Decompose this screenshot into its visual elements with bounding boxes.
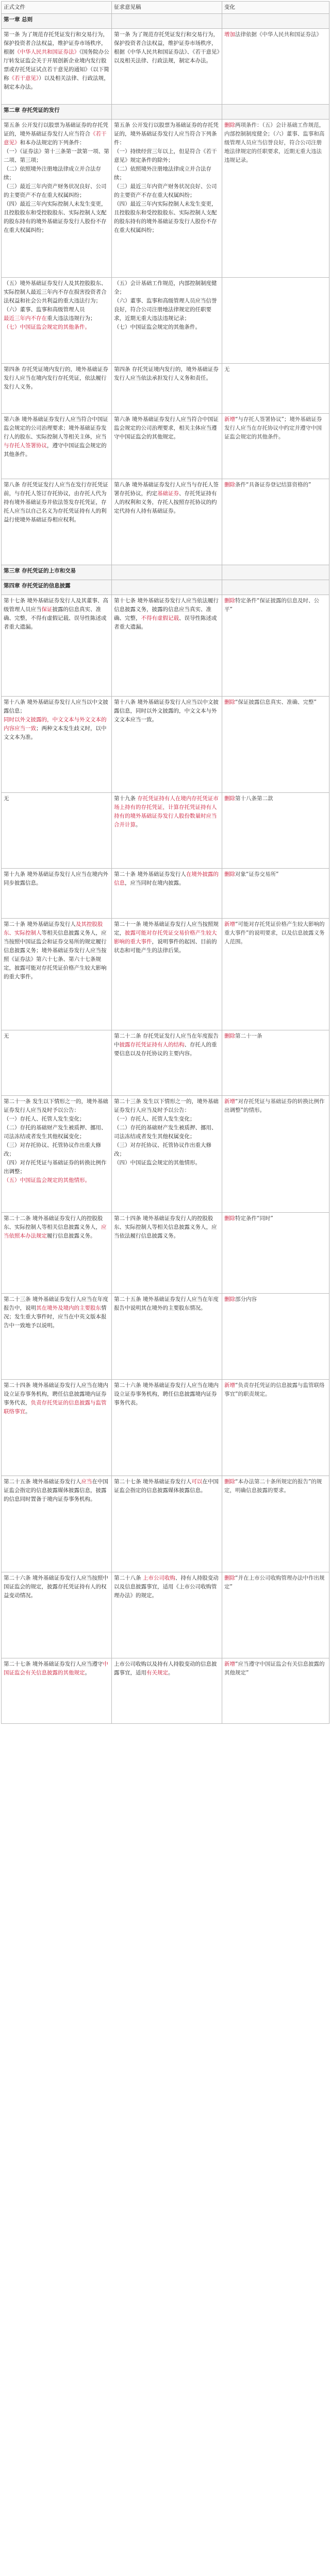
draft-text-cell: [112, 697, 222, 793]
cell-text: （四）对存托凭证与基础证券的转换比例作出调整；: [4, 1160, 107, 1175]
table-row: [2, 869, 329, 919]
cell-text: 第四条 存托凭证境内发行的，境外基础证券发行人应当依法承担发行人义务和责任。: [114, 366, 219, 381]
draft-text-cell: [112, 414, 222, 479]
highlighted-text: 删除: [224, 1033, 235, 1039]
cell-text: ，应当同时在境内披露。: [125, 880, 185, 886]
cell-text: 第二十一条: [235, 1033, 262, 1039]
cell-text: （二）依照境外注册地法律成立并合法存续；: [4, 166, 101, 181]
cell-text: 、持有人持股变动以及信息披露事宜，适用《上市公司收购管理办法》的规定。: [114, 1575, 219, 1599]
table-row: [2, 595, 329, 697]
change-note-cell: [222, 1213, 329, 1294]
draft-text-cell: [112, 869, 222, 919]
change-note-cell: [222, 1030, 329, 1096]
change-note-cell: [222, 1572, 329, 1658]
cell-text: 第一条 为了规范存托凭证发行和交易行为，保护投资者合法权益，维护证券市场秩序，根据: [4, 31, 108, 55]
cell-text: 第二十一条 发生以下情形之一的，境外基础证券发行人应当及时予以公告：: [4, 1098, 108, 1113]
draft-text-cell: [112, 105, 222, 120]
cell-text: （一）《证券法》第十三条第一款第一项、第二项、第三项；: [4, 148, 109, 163]
cell-text: 情况；发生重大事件时，应当在中英文版本报告中一致地予以说明。: [4, 1305, 107, 1329]
highlighted-text: 新增: [224, 1098, 235, 1105]
highlighted-text: 应当依照本办法规定: [4, 1224, 107, 1239]
highlighted-text: 上市公司收购: [142, 1575, 175, 1581]
highlighted-text: 新增: [224, 416, 235, 422]
official-text-cell: [2, 479, 112, 565]
highlighted-text: 其在境外及境内的主要股东: [36, 1305, 101, 1311]
cell-text: 第五条 公开发行以股票为基础证券的存托凭证的，境外基础证券发行人应当符合下列条件：: [114, 122, 219, 146]
highlighted-text: 删除: [224, 1296, 235, 1302]
highlighted-text: 《中华人民共和国证券法》: [14, 49, 79, 55]
cell-text: （二）存托的基础财产发生被质押、挪用、司法冻结或者发生其他权属变化；: [114, 1125, 217, 1140]
cell-text: “本办法第二十条所规定的报告”的规定，明确信息披露的要求。: [224, 1479, 322, 1494]
highlighted-text: 可以: [191, 1479, 203, 1485]
table-row: [2, 697, 329, 793]
official-text-cell: [2, 278, 112, 364]
cell-text: 第一条 为了规范存托凭证发行和交易行为，保护投资者合法权益，维护证券市场秩序，根据《中华人民共和国证券法》、《若干意见》以及相关法律、行政法规，制定本办法。: [114, 31, 220, 64]
draft-text-cell: [112, 1030, 222, 1096]
highlighted-text: （七）中国证监会规定的其他条件。: [4, 324, 90, 330]
cell-text: 第十九条 境外基础证券发行人应当在境内外同步披露信息。: [4, 871, 108, 886]
highlighted-text: 负责存托凭证的信息披露与监管联络事宜: [4, 1400, 107, 1415]
cell-text: （六）董事、监事和高级管理人员应当信誉良好，符合公司注册地法律规定的任职要求，近期无重大违法违规记录；: [114, 298, 217, 321]
highlighted-text: 与存托人签署协议: [4, 443, 47, 449]
cell-text: 重大违法违规行为；: [47, 315, 96, 321]
cell-text: “并在上市公司收购管理办法中作出规定”: [224, 1575, 325, 1590]
header-change: 变化: [222, 2, 329, 14]
official-text-cell: [2, 793, 112, 869]
cell-text: 第二十条 境外基础证券发行人: [114, 871, 186, 877]
draft-text-cell: [112, 1096, 222, 1213]
cell-text: 等相关信息披露义务人，应当按照中国证监会和证券交易所的规定履行信息披露义务；境外基础证券发行人应当按照《证券法》第六十七条、第六十七条规定，披露可能对存托凭证价格产生较大影响的重大事件。: [4, 930, 107, 980]
cell-text: 。: [136, 822, 141, 828]
highlighted-text: 披露可能对存托凭证交易价格产生较大影响的重大事件: [114, 930, 217, 945]
draft-text-cell: [112, 580, 222, 595]
table-row: [2, 1096, 329, 1213]
cell-text: （二）依照境外注册地法律成立并合法存续；: [114, 166, 211, 181]
cell-text: （四）最近三年内实际控制人未发生变更，且控股股东和受控股股东、实际控制人支配的股东持有的境外基础证券发行人股份不存在重大权属纠纷；: [114, 201, 217, 233]
cell-text: 法律依据《中华人民共和国证券法》: [235, 31, 322, 38]
cell-text: （一）存托人、托管人发生变化；: [114, 1116, 195, 1122]
cell-text: 第十七条 境外基础证券发行人及其董事、高级管理人员应当: [4, 598, 108, 613]
table-row: [2, 1030, 329, 1096]
cell-text: 特定条件“同时”: [235, 1215, 273, 1222]
draft-text-cell: [112, 29, 222, 105]
cell-text: （三）对存托协议、托管协议作出重大修改；: [114, 1142, 211, 1157]
official-text-cell: [2, 919, 112, 1030]
highlighted-text: 《若干意见》: [4, 131, 107, 146]
change-note-cell: [222, 1658, 329, 1724]
cell-text: 。: [25, 1409, 31, 1415]
cell-text: 、误导性陈述或者重大遗漏。: [114, 615, 217, 630]
official-text-cell: [2, 869, 112, 919]
header-official: 正式文件: [2, 2, 112, 14]
change-note-cell: [222, 1096, 329, 1213]
official-text-cell: [2, 565, 112, 580]
cell-text: （三）最近三年内资产财务状况良好、公司的主要资产不存在重大权属纠纷；: [114, 183, 217, 198]
change-note-cell: [222, 29, 329, 105]
cell-text: ，遵守中国证监会规定的其他条件。: [4, 443, 107, 457]
change-note-cell: [222, 1476, 329, 1572]
change-note-cell: [222, 697, 329, 793]
cell-text: 第四条 存托凭证境内发行的，境外基础证券发行人应当在境内发行存托凭证，依法履行发行人义务。: [4, 366, 108, 390]
cell-text: 第二十二条 存托凭证发行人应当在年度报告中: [114, 1033, 219, 1048]
table-row: [2, 479, 329, 565]
change-note-cell: [222, 595, 329, 697]
change-note-cell: [222, 1294, 329, 1380]
cell-text: （七）中国证监会规定的其他条件。: [114, 324, 201, 330]
cell-text: 第三章 存托凭证的上市和交易: [4, 568, 76, 574]
cell-text: （六）董事、监事和高级管理人员: [4, 307, 85, 313]
table-row: [2, 364, 329, 414]
cell-text: 在中国证监会指定的信息披露媒体披露信息。: [114, 1479, 219, 1494]
table-row: [2, 1294, 329, 1380]
cell-text: 第十八条 境外基础证券发行人应当以中文披露信息，同时以外文披露的，中文文本与外文文本应当一致。: [114, 699, 219, 723]
highlighted-text: 删除: [224, 482, 235, 488]
cell-text: 第十八条第二款: [235, 795, 273, 802]
cell-text: （一）持续经营三年以上，但是符合《若干意见》规定条件的除外；: [114, 148, 217, 163]
cell-text: （五）会计基础工作规范，内部控制制度健全；: [114, 280, 217, 295]
highlighted-text: 新增: [224, 1382, 235, 1388]
draft-text-cell: [112, 120, 222, 278]
official-text-cell: [2, 697, 112, 793]
highlighted-text: 保证: [41, 606, 53, 613]
change-note-cell: [222, 479, 329, 565]
highlighted-text: 删除: [224, 122, 235, 128]
comparison-table: [1, 1, 329, 1724]
cell-text: 第二十八条: [114, 1575, 143, 1581]
cell-text: 第二十二条 境外基础证券发行人的控股股东、实际控制人等相关信息披露义务人，: [4, 1215, 103, 1230]
cell-text: 第六条 境外基础证券发行人应当符合中国证监会规定的公司治理要求，相关主体应当遵守中国证监会的其他规定。: [114, 416, 219, 440]
cell-text: 在中国证监会指定的信息披露媒体披露信息，披露的信息同时置备于境内证券事务机构。: [4, 1479, 108, 1502]
highlighted-text: 新增: [224, 921, 235, 927]
highlighted-text: 删除: [224, 1479, 235, 1485]
cell-text: （二）存托的基础财产发生被质押、挪用、司法冻结或者发生其他权属变化；: [4, 1125, 107, 1140]
cell-text: 第六条 境外基础证券发行人应当符合中国证监会规定的公司治理要求；境外基础证券发行人的股东、实际控制人等相关主体，应当: [4, 416, 108, 440]
cell-text: （三）对存托协议、托管协议作出重大修改；: [4, 1142, 101, 1157]
cell-text: 履行信息披露义务。: [47, 1233, 96, 1239]
highlighted-text: 删除: [224, 1575, 235, 1581]
cell-text: “与存托人签署协议”；境外基础证券发行人应当在存托协议中约定并遵守中国证监会规定的其他条件。: [224, 416, 322, 440]
highlighted-text: 及其控股股东、实际控制人: [4, 921, 103, 936]
section-row: [2, 580, 329, 595]
draft-text-cell: [112, 479, 222, 565]
draft-text-cell: [112, 1213, 222, 1294]
highlighted-text: （五）中国证监会规定的其他情形。: [4, 1177, 90, 1183]
official-text-cell: [2, 120, 112, 278]
cell-text: 特定条件“保证披露的信息及时、公平”: [224, 598, 319, 613]
draft-text-cell: [112, 595, 222, 697]
official-text-cell: [2, 105, 112, 120]
cell-text: 第二十七条 境外基础证券发行人应当遵守: [4, 1661, 103, 1667]
cell-text: ，说明事件的起因、目前的状态和可能产生的法律后果。: [114, 939, 217, 954]
cell-text: 第八条 境外基础证券发行人应当与存托人签署存托协议，约定: [114, 482, 219, 497]
highlighted-text: 删除: [224, 1215, 235, 1222]
change-note-cell: [222, 105, 329, 120]
official-text-cell: [2, 1572, 112, 1658]
change-note-cell: [222, 414, 329, 479]
cell-text: 无: [4, 795, 9, 802]
cell-text: 第二十四条 境外基础证券发行人的控股股东、实际控制人等相关信息披露义务人，应当依法履行信息披露义务。: [114, 1215, 217, 1239]
official-text-cell: [2, 29, 112, 105]
table-row: [2, 278, 329, 364]
cell-text: 上市公司收购以及持有人持股变动的信息披露事宜，适用: [114, 1661, 217, 1676]
highlighted-text: 披露存托凭证持有人的结构: [119, 1042, 185, 1048]
cell-text: （五）境外基础证券发行人及其控股股东、实际控制人最近三年内不存在损害投资者合法权益和社会公共利益的重大违法行为；: [4, 280, 107, 304]
highlighted-text: 删除: [224, 871, 235, 877]
cell-text: “可能对存托凭证价格产生较大影响的重大事件”的说明要求，以及信息披露义务人范围。: [224, 921, 325, 945]
highlighted-text: 删除: [224, 598, 235, 604]
draft-text-cell: [112, 1380, 222, 1476]
highlighted-text: 增加: [224, 31, 235, 38]
cell-text: 第二章 存托凭证的发行: [4, 107, 60, 113]
cell-text: （一）存托人、托管人发生变化；: [4, 1116, 85, 1122]
change-note-cell: [222, 1380, 329, 1476]
cell-text: 第二十六条 境外基础证券发行人应当按照中国证监会的规定，披露存托凭证持有人的权益变动情况。: [4, 1575, 108, 1599]
highlighted-text: 不得有虚假记载: [141, 615, 179, 621]
official-text-cell: [2, 1294, 112, 1380]
table-row: [2, 1572, 329, 1658]
table-row: [2, 1476, 329, 1572]
table-header: [2, 2, 329, 14]
comparison-page: [1, 1, 329, 1724]
table-row: [2, 919, 329, 1030]
table-row: [2, 414, 329, 479]
cell-text: （四）最近三年内实际控制人未发生变更，且控股股东和受控股股东、实际控制人支配的股东持有的境外基础证券发行人股份不存在重大权属纠纷；: [4, 201, 107, 233]
change-note-cell: [222, 869, 329, 919]
highlighted-text: 在境外披露的信息: [114, 871, 219, 886]
cell-text: “负责存托凭证的信息披露与监管联络事宜”的职责规定。: [224, 1382, 325, 1397]
cell-text: （三）最近三年内资产财务状况良好、公司的主要资产不存在重大权属纠纷；: [4, 183, 107, 198]
cell-text: “应当遵守中国证监会有关信息披露的其他规定”: [224, 1661, 325, 1676]
cell-text: 无: [4, 1033, 9, 1039]
highlighted-text: 最近三年内不存在: [4, 315, 47, 321]
change-note-cell: [222, 793, 329, 869]
highlighted-text: 《若干意见》: [9, 75, 39, 81]
highlighted-text: 应当: [81, 1479, 92, 1485]
change-note-cell: [222, 120, 329, 278]
cell-text: 部分内容: [235, 1296, 257, 1302]
draft-text-cell: [112, 1658, 222, 1724]
official-text-cell: [2, 1030, 112, 1096]
table-row: [2, 1658, 329, 1724]
cell-text: ）以及相关法律、行政法规，制定本办法。: [4, 75, 109, 90]
cell-text: 第二十五条 境外基础证券发行人应当在年度报告中说明其在境外的主要股东情况。: [114, 1296, 219, 1311]
table-row: [2, 1213, 329, 1294]
table-row: [2, 120, 329, 278]
draft-text-cell: [112, 364, 222, 414]
change-note-cell: [222, 565, 329, 580]
cell-text: 第二十一条 境外基础证券发行人应当按照规定，: [114, 921, 219, 936]
cell-text: 第一章 总则: [4, 16, 33, 23]
highlighted-text: 删除: [224, 699, 235, 705]
official-text-cell: [2, 364, 112, 414]
official-text-cell: [2, 1476, 112, 1572]
cell-text: 第十八条 境外基础证券发行人应当以中文披露信息；: [4, 699, 108, 714]
cell-text: 第二十四条 境外基础证券发行人应当在境内设立证券事务机构，聘任信息披露境内证券事务代表，: [4, 1382, 108, 1406]
official-text-cell: [2, 414, 112, 479]
section-row: [2, 565, 329, 580]
cell-text: 。: [85, 1670, 90, 1676]
change-note-cell: [222, 919, 329, 1030]
cell-text: 第八条 存托凭证发行人应当在发行存托凭证前，与存托人签订存托协议，由存托人代为持有境外基础证券并依法签发存托凭证，存托人应当以自己名义为存托凭证持有人的利益行使境外基础证券相应权利。: [4, 482, 108, 523]
cell-text: “对存托凭证与基础证券的转换比例作出调整”的情形。: [224, 1098, 325, 1113]
cell-text: 披露的信息真实、准确、完整，不得有虚假记载、误导性陈述或者重大遗漏。: [4, 606, 107, 630]
table-row: [2, 1380, 329, 1476]
highlighted-text: 存托凭证持有人在境内存托凭证市场上持有的存托凭证，计算存托凭证持有人持有的境外基础证券发行人股份数量时应当合并计算: [114, 795, 219, 828]
draft-text-cell: [112, 1572, 222, 1658]
highlighted-text: 中国证监会有关信息披露的其他规定: [4, 1661, 108, 1676]
change-note-cell: [222, 364, 329, 414]
official-text-cell: [2, 1096, 112, 1213]
cell-text: 《国务院办公厅转发证监会关于开展创新企业境内发行股票或存托凭证试点若干意见的通知》（以下简称: [4, 49, 109, 81]
change-note-cell: [222, 14, 329, 29]
official-text-cell: [2, 1658, 112, 1724]
official-text-cell: [2, 14, 112, 29]
section-row: [2, 105, 329, 120]
cell-text: 两项条件：（五）会计基础工作规范，内部控制制度健全；（六）董事、监事和高级管理人员应当信誉良好，符合公司注册地法律规定的任职要求，近期无重大违法违规记录。: [224, 122, 325, 163]
draft-text-cell: [112, 793, 222, 869]
cell-text: 和本办法规定的下列条件：: [20, 140, 85, 146]
cell-text: 第二十七条 境外基础证券发行人: [114, 1479, 192, 1485]
cell-text: 对象“证券交易所”: [235, 871, 279, 877]
draft-text-cell: [112, 1476, 222, 1572]
cell-text: 第十九条: [114, 795, 138, 802]
cell-text: 第二十五条 境外基础证券发行人: [4, 1479, 81, 1485]
official-text-cell: [2, 1380, 112, 1476]
header-row: [2, 2, 329, 14]
cell-text: 第四章 存托凭证的信息披露: [4, 583, 71, 589]
table-row: [2, 793, 329, 869]
official-text-cell: [2, 595, 112, 697]
cell-text: 、存托人的重要信息以及存托协议的主要内容。: [114, 1042, 217, 1057]
cell-text: 第五条 公开发行以股票为基础证券的存托凭证的，境外基础证券发行人应当符合: [4, 122, 108, 137]
cell-text: 无: [224, 366, 230, 372]
draft-text-cell: [112, 919, 222, 1030]
highlighted-text: 同时以外文披露的，中文文本与外文文本的内容应当一致: [4, 717, 107, 732]
draft-text-cell: [112, 1294, 222, 1380]
cell-text: “保证披露信息真实、准确、完整”: [235, 699, 317, 705]
draft-text-cell: [112, 278, 222, 364]
cell-text: 第二十三条 境外基础证券发行人应当在年度报告中，说明: [4, 1296, 108, 1311]
cell-text: （四）中国证监会规定的其他情形。: [114, 1160, 201, 1166]
table-body: [2, 14, 329, 1724]
highlighted-text: 基础证券: [157, 490, 179, 497]
header-draft: 征求意见稿: [112, 2, 222, 14]
change-note-cell: [222, 580, 329, 595]
highlighted-text: 有关规定: [146, 1670, 168, 1676]
section-row: [2, 14, 329, 29]
draft-text-cell: [112, 565, 222, 580]
official-text-cell: [2, 1213, 112, 1294]
draft-text-cell: [112, 14, 222, 29]
cell-text: 第二十三条 发生以下情形之一的，境外基础证券发行人应当及时予以公告：: [114, 1098, 219, 1113]
official-text-cell: [2, 580, 112, 595]
highlighted-text: 新增: [224, 1661, 235, 1667]
cell-text: 。: [168, 1670, 174, 1676]
cell-text: 第二十条 境外基础证券发行人: [4, 921, 76, 927]
table-row: [2, 29, 329, 105]
highlighted-text: 删除: [224, 795, 235, 802]
cell-text: 条件“具备证券登记结算资格的”: [235, 482, 311, 488]
cell-text: 、存托凭证持有人的权利和义务，存托人按照存托协议的约定代持有人持有基础证券。: [114, 490, 217, 514]
cell-text: 第二十六条 境外基础证券发行人应当在境内设立证券事务机构，聘任信息披露境内证券事务代表。: [114, 1382, 219, 1406]
change-note-cell: [222, 278, 329, 364]
cell-text: ；两种文本发生歧义时，以中文文本为准。: [4, 725, 107, 740]
cell-text: 第十七条 境外基础证券发行人应当依法履行信息披露义务，披露的信息应当真实、准确、完整，: [114, 598, 219, 621]
